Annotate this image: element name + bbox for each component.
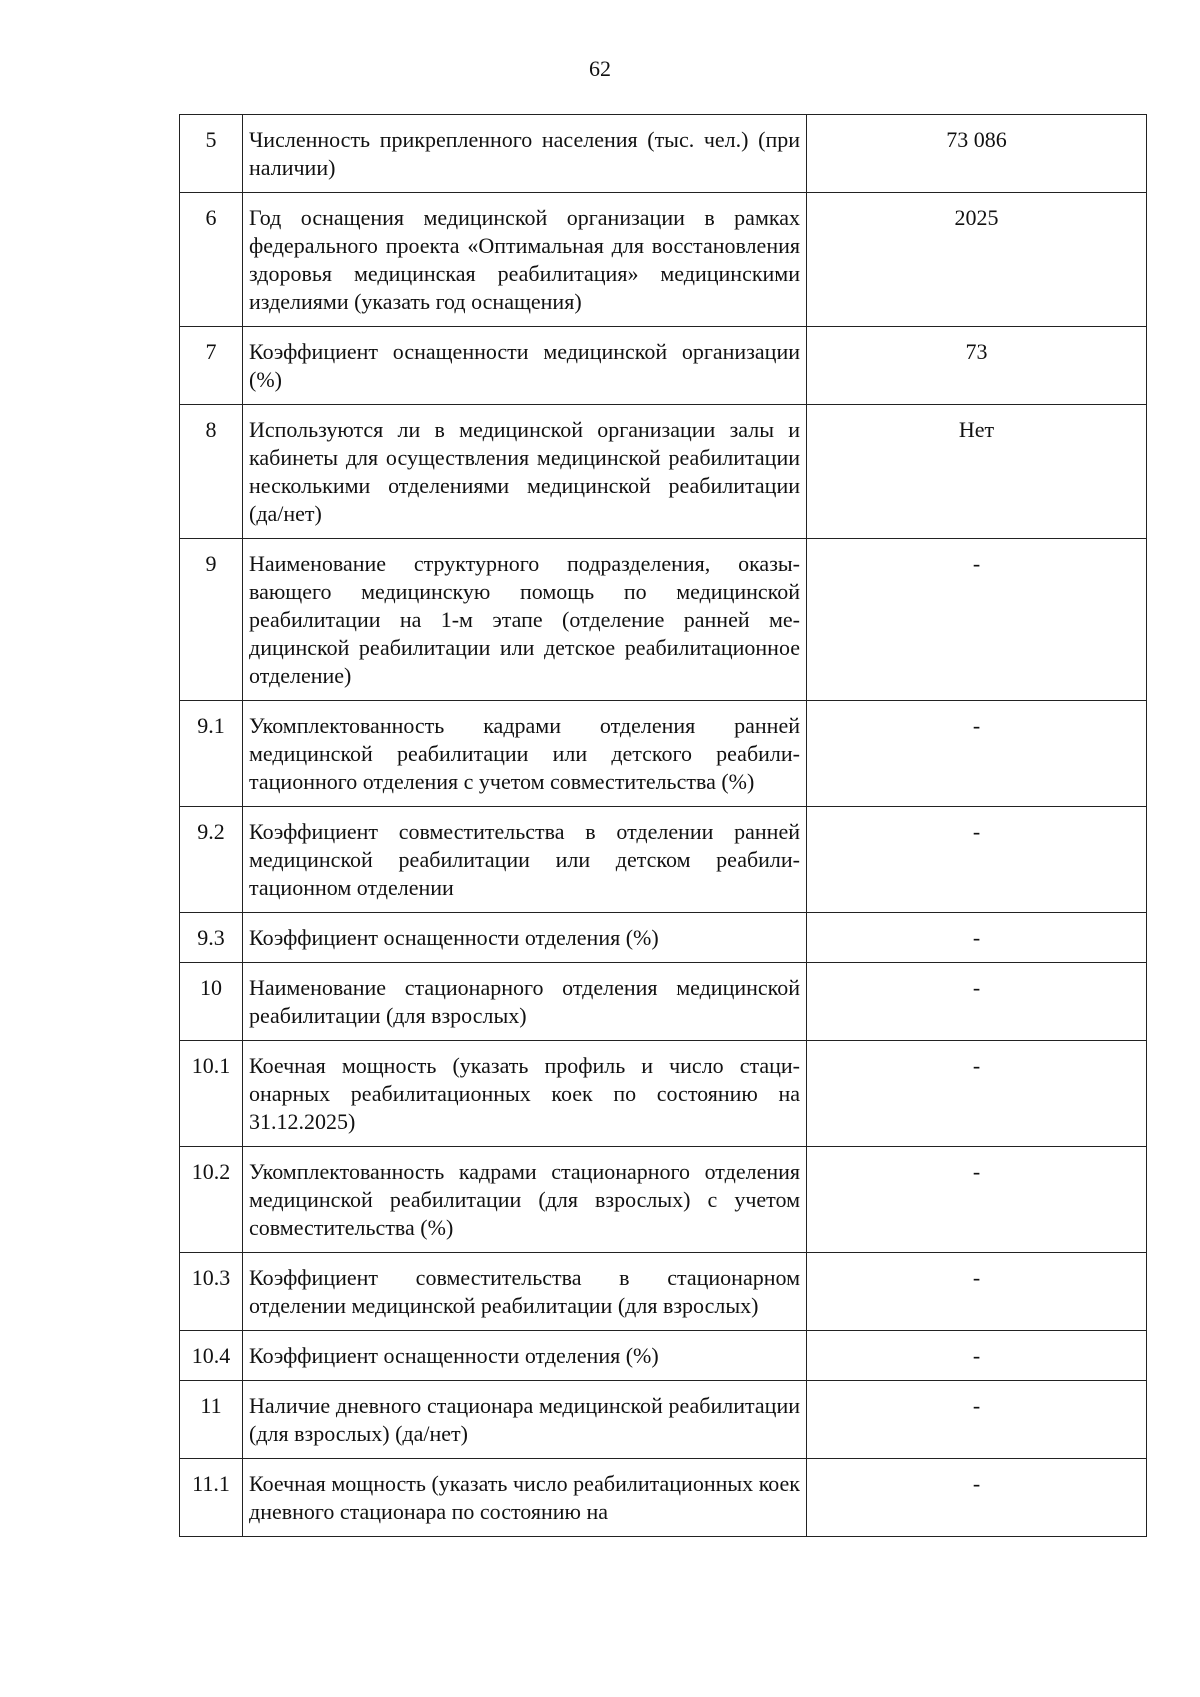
row-value: Нет (807, 405, 1147, 539)
row-number: 11 (180, 1381, 243, 1459)
row-description: Коечная мощность (указать профиль и число стационарных реабилитационных коек по состоянию на 31.12.2025) (243, 1041, 807, 1147)
table-row (180, 1253, 1147, 1331)
row-number: 11.1 (180, 1459, 243, 1537)
row-value: - (807, 701, 1147, 807)
table-row (180, 963, 1147, 1041)
row-value: 2025 (807, 193, 1147, 327)
table-row (180, 1041, 1147, 1147)
row-value: 73 (807, 327, 1147, 405)
row-number: 8 (180, 405, 243, 539)
row-description: Численность прикрепленного населения (тыс. чел.) (при наличии) (243, 115, 807, 193)
row-value: 73 086 (807, 115, 1147, 193)
table-row (180, 1147, 1147, 1253)
row-description: Наименование стационарного отделения медицинской реабилитации (для взрослых) (243, 963, 807, 1041)
row-description: Коэффициент оснащенности отделения (%) (243, 913, 807, 963)
table-row (180, 701, 1147, 807)
row-description: Коэффициент совместительства в стационарном отделении медицинской реабилитации (для взрослых) (243, 1253, 807, 1331)
row-value: - (807, 1331, 1147, 1381)
row-description: Укомплектованность кадрами стационарного отделения медицинской реабилитации (для взрослых) с учетом совместительства (%) (243, 1147, 807, 1253)
row-number: 9 (180, 539, 243, 701)
row-value: - (807, 1041, 1147, 1147)
row-number: 10.3 (180, 1253, 243, 1331)
row-number: 9.2 (180, 807, 243, 913)
row-description: Год оснащения медицинской организации в рамках федерального проекта «Оптимальная для восстановления здоровья медицинская реабилитация» медицинскими изделиями (указать год оснащения) (243, 193, 807, 327)
row-value: - (807, 963, 1147, 1041)
page-number: 62 (589, 56, 611, 81)
row-description: Коэффициент оснащенности медицинской организации (%) (243, 327, 807, 405)
row-description: Коечная мощность (указать число реабилитационных коек дневного стационара по состоянию на (243, 1459, 807, 1537)
row-description: Коэффициент совместительства в отделении ранней медицинской реабилитации или детском реабилитационном отделении (243, 807, 807, 913)
row-number: 6 (180, 193, 243, 327)
table-row (180, 115, 1147, 193)
row-number: 10.2 (180, 1147, 243, 1253)
table-row (180, 327, 1147, 405)
row-description: Используются ли в медицинской организации залы и кабинеты для осуществления медицинской реабилитации несколькими отделениями медицинской реабилитации (да/нет) (243, 405, 807, 539)
table-row (180, 807, 1147, 913)
row-description: Укомплектованность кадрами отделения ранней медицинской реабилитации или детского реабилитационного отделения с учетом совместительства (%) (243, 701, 807, 807)
row-number: 10.4 (180, 1331, 243, 1381)
table-row (180, 539, 1147, 701)
row-description: Наличие дневного стационара медицинской реабилитации (для взрослых) (да/нет) (243, 1381, 807, 1459)
row-value: - (807, 1253, 1147, 1331)
row-value: - (807, 1459, 1147, 1537)
row-value: - (807, 539, 1147, 701)
row-number: 7 (180, 327, 243, 405)
row-description: Наименование структурного подразделения, оказывающего медицинскую помощь по медицинской реабилитации на 1-м этапе (отделение ранней медицинской реабилитации или детское реабилитационное отделение) (243, 539, 807, 701)
data-table (179, 114, 1147, 1537)
table-row (180, 405, 1147, 539)
row-number: 9.3 (180, 913, 243, 963)
table-row (180, 1331, 1147, 1381)
table-row (180, 1381, 1147, 1459)
row-value: - (807, 1381, 1147, 1459)
row-value: - (807, 913, 1147, 963)
row-number: 10 (180, 963, 243, 1041)
row-number: 5 (180, 115, 243, 193)
row-value: - (807, 1147, 1147, 1253)
table-row (180, 193, 1147, 327)
row-value: - (807, 807, 1147, 913)
row-number: 10.1 (180, 1041, 243, 1147)
table-row (180, 913, 1147, 963)
row-description: Коэффициент оснащенности отделения (%) (243, 1331, 807, 1381)
row-number: 9.1 (180, 701, 243, 807)
table-row (180, 1459, 1147, 1537)
